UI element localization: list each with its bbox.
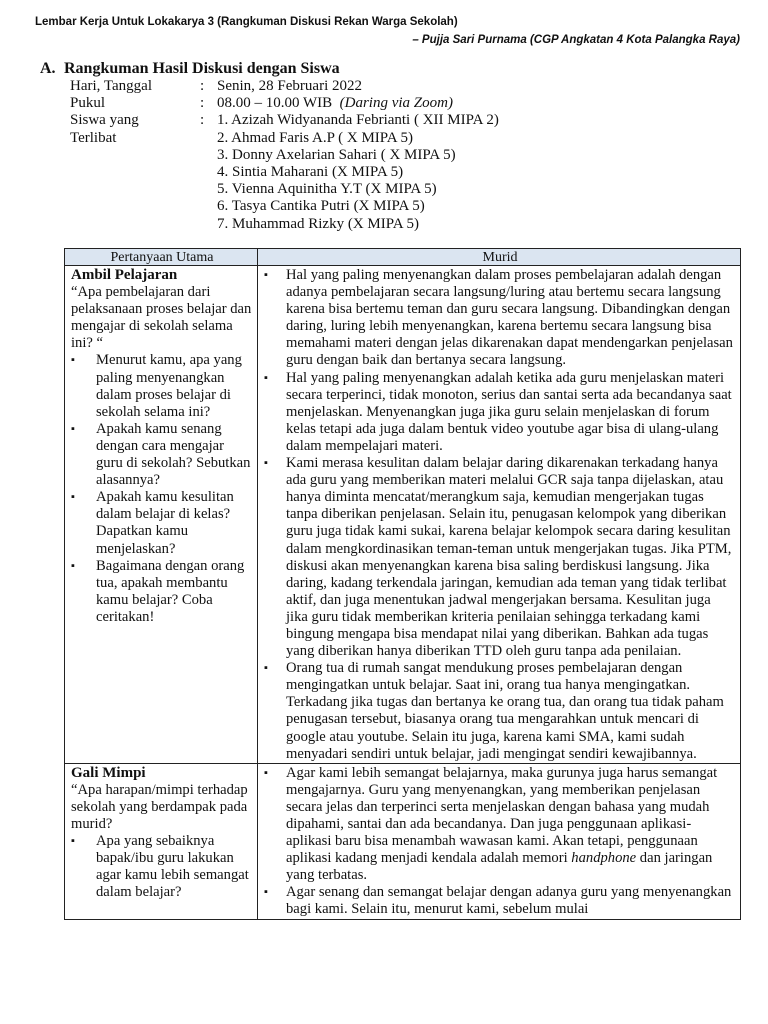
question-item: ▪ Apa yang sebaiknya bapak/ibu guru lakukan agar kamu lebih semangat dalam belajar? [71, 833, 253, 901]
question-item: ▪ Apakah kamu senang dengan cara mengajar guru di sekolah? Sebutkan alasannya? [71, 421, 253, 489]
answer-item: ▪ Orang tua di rumah sangat mendukung proses pembelajaran dengan mengingatkan untuk belajar. Saat ini, orang tua hanya mengingatkan. Terkadang jika tugas dan bertanya ke orang tua, dan orang tua tidak paham penugasan tersebut, biasanya orang tua mengarahkan untuk mencari di google atau youtube. Selain itu juga, karena kami SMA, kami sudah menyadari sendiri untuk belajar, jadi mengingat sendiri kewajibannya. [264, 660, 736, 763]
answer-item: ▪ Kami merasa kesulitan dalam belajar daring dikarenakan terkadang hanya ada guru yang memberikan materi melalui GCR saja tanpa dijelaskan, atau hanya diminta mencatat/merangkum saja, kemudian mengerjakan tugas tanpa diberikan penjelasan. Selain itu, penugasan kelompok yang diberikan guru juga tidak kami sukai, karena belajar kelompok secara daring kesulitan dalam mengkordinasikan teman-teman untuk mengerjakan tugas. Jika PTM, diskusi akan menyenangkan karena bisa saling berdiskusi langsung. Jika daring, kadang terkendala jaringan, kemudian ada teman yang tidak terlibat aktif, dan juga menentukan jadwal mengerjakan bersama. Kesulitan juga jika guru tidak memberikan kriteria penilaian sehingga terkadang kami bingung mengapa bisa mendapat nilai yang diberikan. Bahkan ada tugas yang diberikan hanya diberikan TTD oleh guru tanpa ada penilaian. [264, 455, 736, 660]
question-cell [65, 763, 258, 919]
question-cell [65, 266, 258, 764]
table-row [65, 763, 741, 919]
table-row [65, 266, 741, 764]
question-list [71, 352, 253, 626]
question-list [71, 833, 253, 901]
answer-item: ▪ Hal yang paling menyenangkan dalam proses pembelajaran adalah dengan adanya pembelajaran secara langsung/luring atau bertemu secara langsung karena bisa bertemu teman dan guru secara langsung. Dibandingkan dengan daring, luring lebih menyenangkan, karena bertemu secara langsung bisa memahami materi dengan jelas dikarenakan dapat mendengarkan penjelasan guru dengan baik dan bertanya secara langsung. [264, 267, 736, 370]
date-label: Hari, Tanggal [70, 78, 152, 94]
row-title: Ambil Pelajaran [71, 267, 178, 283]
student-item: 7. Muhammad Rizky (X MIPA 5) [217, 215, 419, 232]
answer-cell [258, 266, 741, 764]
student-item: 4. Sintia Maharani (X MIPA 5) [217, 164, 404, 181]
student-item: 5. Vienna Aquinitha Y.T (X MIPA 5) [217, 181, 437, 198]
date-value: Senin, 28 Februari 2022 [217, 78, 362, 94]
discussion-table [64, 248, 741, 920]
header-question: Pertanyaan Utama [65, 249, 258, 266]
answer-text: Agar kami lebih semangat belajarnya, maka gurunya juga harus semangat mengajarnya. Guru yang menyenangkan, yang memberikan penjelasan secara jelas dan terperinci serta menjelaskan dengan bahasa yang mudah dipahami, santai dan ada becandanya. Dan juga penggunaan aplikasi-aplikasi baru bisa menambah wawasan kami. Akan tetapi, penggunaan aplikasi kadang menjadi kendala adalah memori [286, 764, 718, 867]
student-item: 6. Tasya Cantika Putri (X MIPA 5) [217, 198, 425, 215]
row-quote: “Apa harapan/mimpi terhadap sekolah yang berdampak pada murid? [71, 781, 248, 832]
colon: : [200, 78, 205, 94]
students-label-line2: Terlibat [70, 129, 117, 146]
header-author: – Pujja Sari Purnama (CGP Angkatan 4 Kota Palangka Raya) [412, 34, 740, 46]
answer-emphasis: handphone [571, 850, 637, 867]
header-title: Lembar Kerja Untuk Lokakarya 3 (Rangkuman Diskusi Rekan Warga Sekolah) [35, 16, 458, 28]
question-item: ▪ Apakah kamu kesulitan dalam belajar di kelas? Dapatkan kamu menjelaskan? [71, 489, 253, 557]
answer-text: dan jaringan yang terbatas. [286, 850, 713, 884]
student-item: 2. Ahmad Faris A.P ( X MIPA 5) [217, 129, 413, 146]
discussion-info [70, 78, 499, 233]
students-list [217, 112, 499, 232]
question-item: ▪ Bagaimana dengan orang tua, apakah membantu kamu belajar? Coba ceritakan! [71, 558, 253, 626]
answer-list [264, 267, 736, 763]
time-value-wrap [217, 95, 453, 112]
student-item: 1. Azizah Widyananda Febrianti ( XII MIPA 2) [217, 112, 499, 129]
student-item: 3. Donny Axelarian Sahari ( X MIPA 5) [217, 146, 456, 163]
header-student: Murid [258, 249, 741, 266]
info-row-date [70, 78, 499, 95]
time-label: Pukul [70, 95, 106, 112]
section-title [40, 60, 340, 78]
answer-item: ▪ Agar senang dan semangat belajar dengan adanya guru yang menyenangkan bagi kami. Selain itu, menurut kami, sebelum mulai [264, 884, 736, 918]
answer-item [264, 765, 736, 885]
row-title: Gali Mimpi [71, 764, 146, 781]
answer-list [264, 765, 736, 919]
table-header-row [65, 249, 741, 266]
section-number: A. [40, 60, 56, 77]
time-value: 08.00 – 10.00 WIB [217, 95, 333, 112]
question-item: ▪ Menurut kamu, apa yang paling menyenangkan dalam proses belajar di sekolah selama ini? [71, 352, 253, 420]
answer-item: ▪ Hal yang paling menyenangkan adalah ketika ada guru menjelaskan materi secara terperinci, tidak monoton, serius dan santai serta ada becandanya saat menjelaskan. Menyenangkan juga jika guru selain menjelaskan di forum kelas tetapi ada juga dalam bentuk video youtube agar bisa di ulang-ulang dalam mempelajari materi. [264, 370, 736, 455]
colon: : [200, 95, 205, 112]
section-title-text: Rangkuman Hasil Diskusi dengan Siswa [64, 60, 340, 77]
info-row-time [70, 95, 499, 112]
info-row-students [70, 112, 499, 232]
colon: : [200, 112, 205, 129]
time-note: (Daring via Zoom) [339, 95, 453, 112]
students-label-line1: Siswa yang [70, 112, 139, 129]
students-label [70, 112, 200, 232]
answer-cell [258, 763, 741, 919]
row-quote: “Apa pembelajaran dari pelaksanaan proses belajar dan mengajar di sekolah selama ini? “ [71, 284, 252, 352]
